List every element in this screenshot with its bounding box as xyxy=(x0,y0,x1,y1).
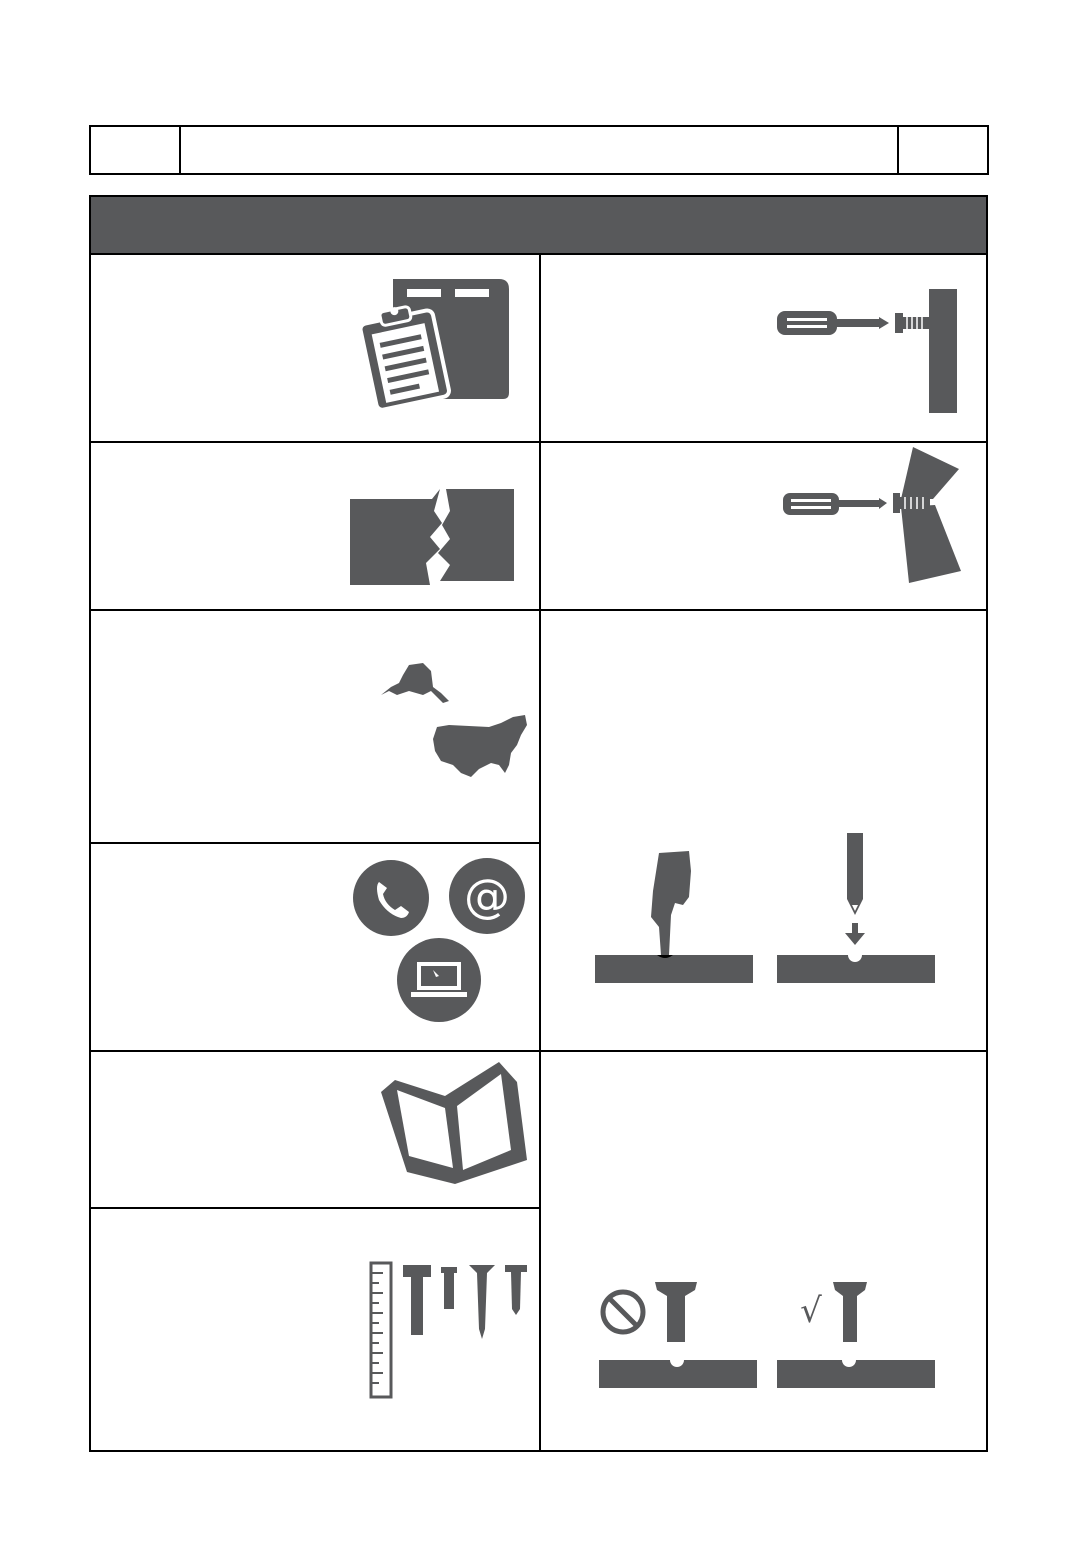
cell-damaged-part xyxy=(91,443,539,609)
cell-read-instructions xyxy=(91,1052,539,1207)
cell-screw-into-wall xyxy=(541,257,988,441)
cell-mark-before-drilling xyxy=(541,611,988,1050)
clipboard-box-icon xyxy=(359,275,511,403)
instructions-panel xyxy=(89,195,988,1452)
cell-screw-correct-depth xyxy=(541,1052,988,1450)
header-middle-cell xyxy=(181,127,899,173)
header-left-cell xyxy=(91,127,181,173)
finger-pencil-mark-icon xyxy=(593,831,939,985)
usa-map-icon xyxy=(379,661,529,793)
open-book-icon xyxy=(379,1060,529,1186)
screwdriver-wall-icon xyxy=(777,289,963,415)
screwdriver-broken-board-icon xyxy=(783,447,963,595)
cell-contact-options xyxy=(91,844,539,1050)
screw-no-yes-icon xyxy=(597,1274,937,1390)
svg-text:√: √ xyxy=(800,1291,822,1331)
ruler-screws-icon xyxy=(369,1261,533,1399)
cell-check-package xyxy=(91,257,539,441)
phone-email-web-icon xyxy=(353,856,525,1024)
header-right-cell xyxy=(899,127,987,173)
cell-screw-size-chart xyxy=(91,1209,539,1450)
svg-text:@: @ xyxy=(464,869,510,923)
cell-usa-customer-service xyxy=(91,611,539,842)
document-header xyxy=(89,125,989,175)
panel-title-bar xyxy=(91,197,986,255)
broken-panel-icon xyxy=(350,489,516,585)
cell-screw-broken-board xyxy=(541,443,988,609)
